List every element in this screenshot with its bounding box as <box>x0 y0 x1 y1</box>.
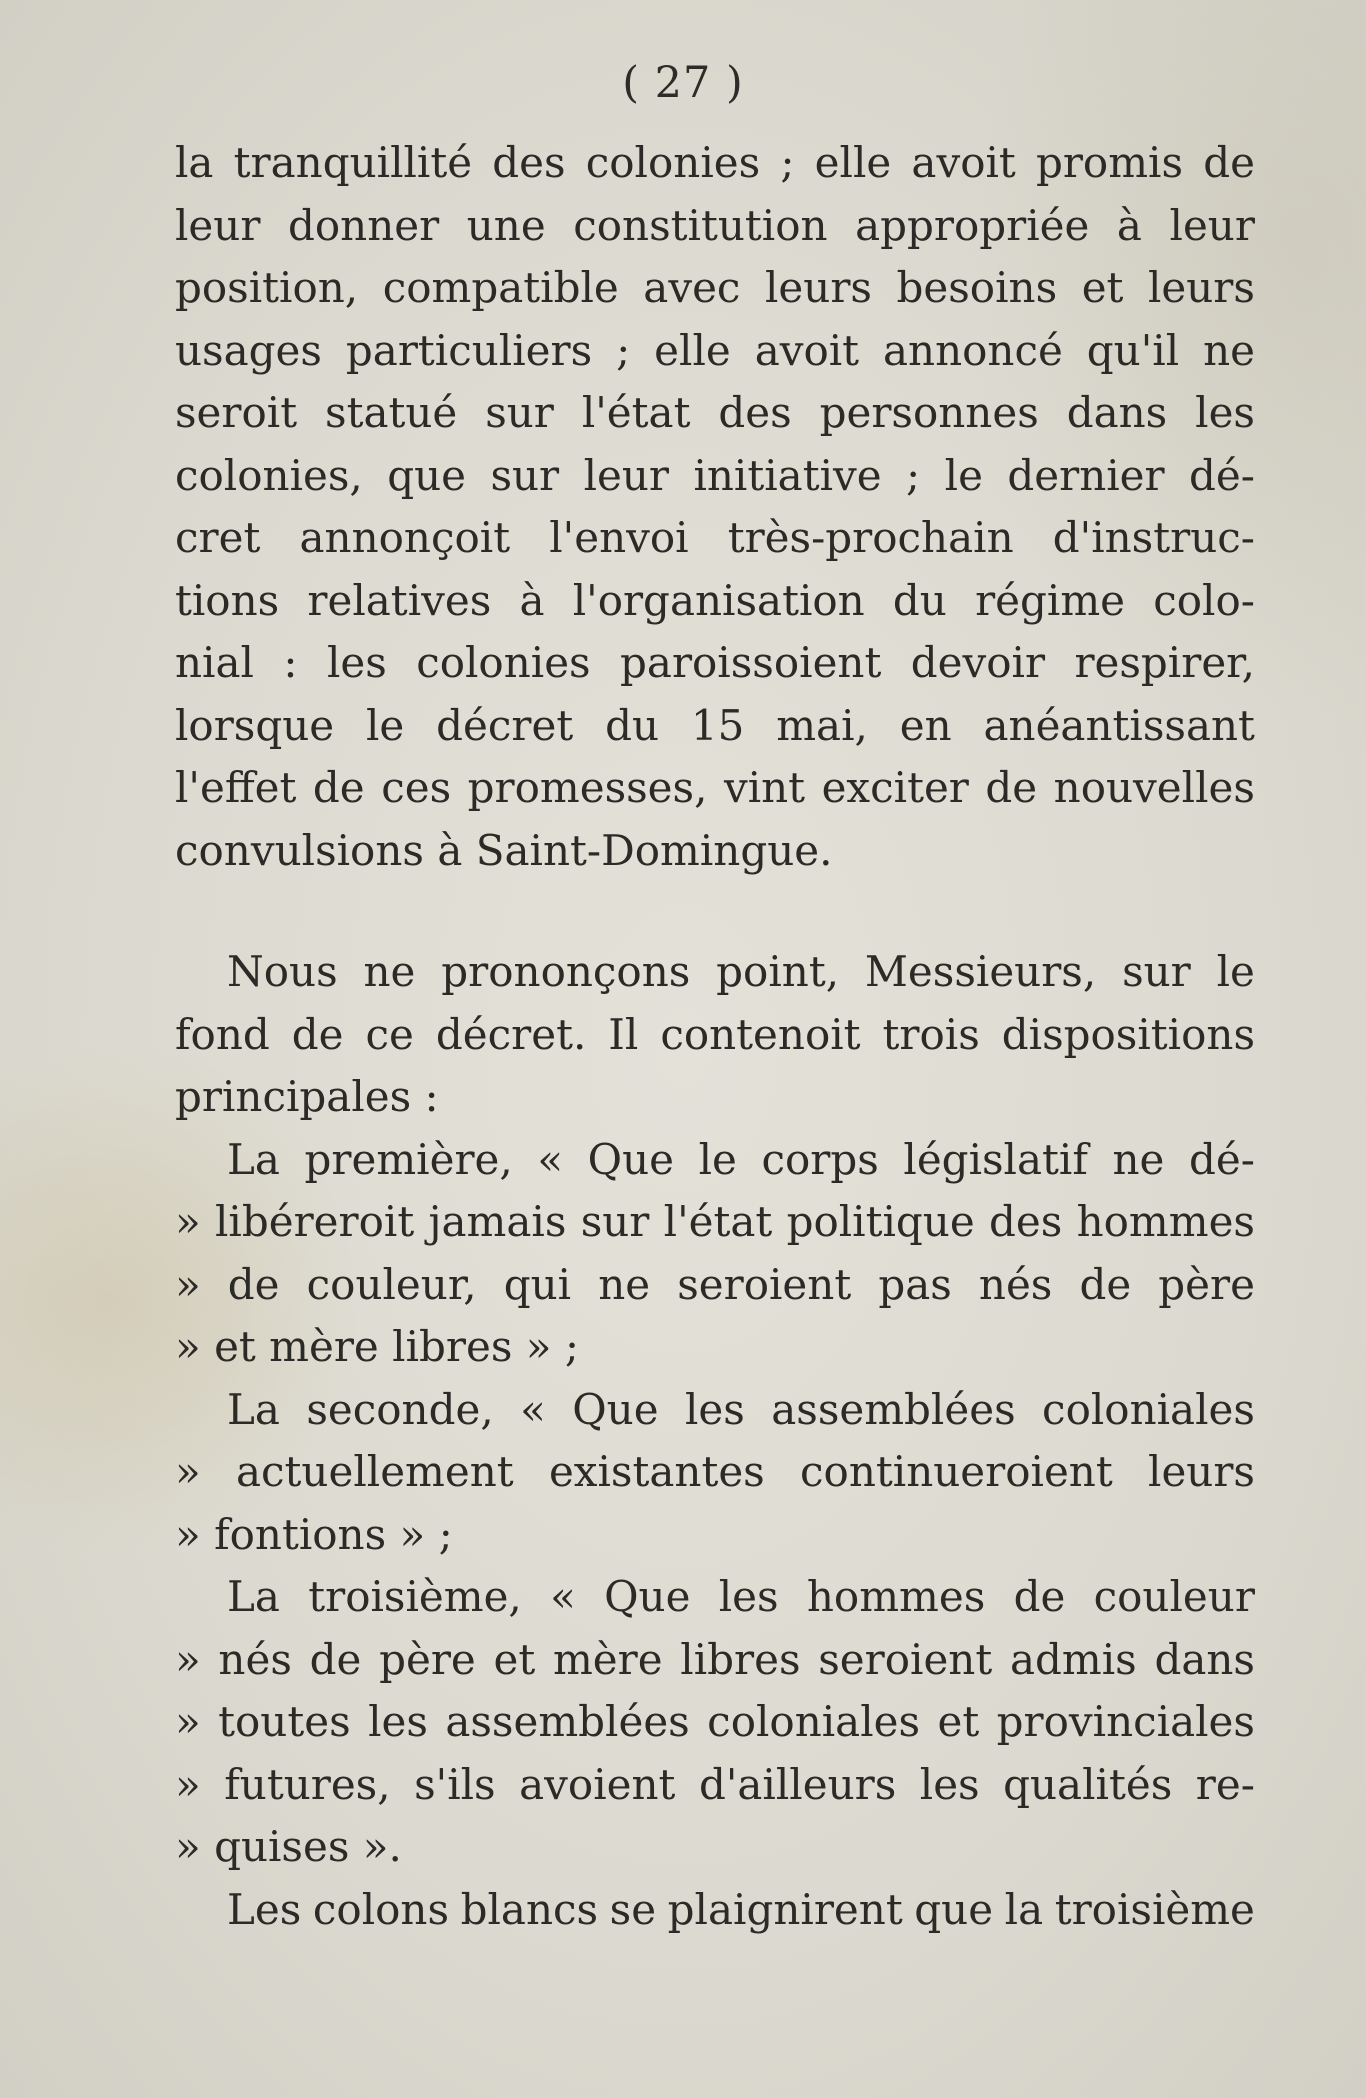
text-line: » actuellement existantes continueroient leurs <box>175 1447 1255 1496</box>
text-line: » quises ». <box>175 1822 402 1871</box>
text-line: seroit statué sur l'état des personnes dans les <box>175 388 1255 437</box>
text-line: usages particuliers ; elle avoit annoncé qu'il ne <box>175 325 1255 375</box>
text-line: cret annonçoit l'envoi très-prochain d'instruc- <box>175 513 1255 562</box>
text-line: » fontions » ; <box>175 1509 453 1559</box>
text-line: » de couleur, qui ne seroient pas nés de père <box>175 1259 1255 1309</box>
page-number: ( 27 ) <box>622 58 744 108</box>
text-line: convulsions à Saint-Domingue. <box>175 825 833 875</box>
text-line: » et mère libres » ; <box>175 1322 579 1371</box>
text-line: l'effet de ces promesses, vint exciter de nouvelles <box>175 763 1255 812</box>
paragraph-2 <box>175 941 1255 1941</box>
text-line: position, compatible avec leurs besoins et leurs <box>175 263 1255 312</box>
text-line: » libéreroit jamais sur l'état politique des hommes <box>175 1197 1255 1246</box>
text-line: leur donner une constitution appropriée à leur <box>175 200 1255 250</box>
text-line: colonies, que sur leur initiative ; le dernier dé- <box>175 450 1255 500</box>
text-line: principales : <box>175 1072 439 1121</box>
text-line: la tranquillité des colonies ; elle avoit promis de <box>175 138 1255 187</box>
text-line: » futures, s'ils avoient d'ailleurs les qualités re- <box>175 1759 1255 1809</box>
text-line: Nous ne prononçons point, Messieurs, sur le <box>227 947 1255 996</box>
text-line: fond de ce décret. Il contenoit trois dispositions <box>175 1009 1255 1059</box>
text-line: lorsque le décret du 15 mai, en anéantissant <box>175 700 1255 750</box>
paragraph-1 <box>175 132 1255 882</box>
text-line: La seconde, « Que les assemblées coloniales <box>227 1384 1255 1434</box>
text-line: La première, « Que le corps législatif ne dé- <box>227 1134 1255 1184</box>
text-line: La troisième, « Que les hommes de couleur <box>227 1572 1255 1621</box>
text-line: » nés de père et mère libres seroient admis dans <box>175 1634 1255 1684</box>
text-line: Les colons blancs se plaignirent que la troisième <box>227 1884 1255 1934</box>
text-line: nial : les colonies paroissoient devoir respirer, <box>175 638 1255 687</box>
text-line: tions relatives à l'organisation du régime colo- <box>175 575 1255 625</box>
text-line: » toutes les assemblées coloniales et provinciales <box>175 1697 1255 1746</box>
